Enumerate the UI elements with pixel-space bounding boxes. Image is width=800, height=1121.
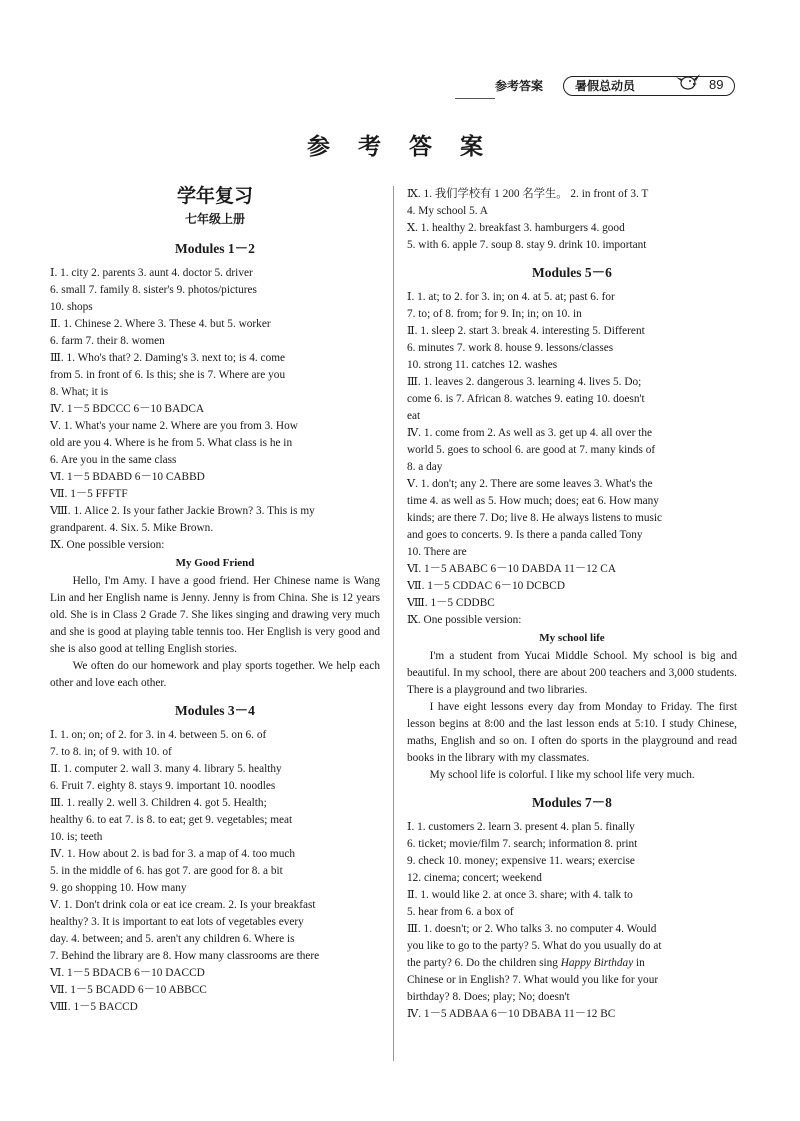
- answer-line: 10. There are: [407, 546, 467, 558]
- answer-line: Ⅵ. 1－5 ABABC 6－10 DABDA 11－12 CA: [407, 563, 616, 575]
- answer-line: Ⅸ. One possible version:: [50, 539, 165, 551]
- page-header: [455, 76, 740, 98]
- column-divider: [393, 186, 394, 1061]
- essay-paragraph: We often do our homework and play sports together. We help each other and love each other.: [50, 660, 380, 689]
- answer-line: kinds; are there 7. Do; live 8. He always listens to music: [407, 512, 663, 524]
- answer-line: Ⅶ. 1－5 BCADD 6－10 ABBCC: [50, 984, 207, 996]
- answer-line: you like to go to the party? 5. What do you usually do at: [407, 940, 662, 952]
- answer-line: and goes to concerts. 9. Is there a panda called Tony: [407, 529, 643, 541]
- answer-line: 8. What; it is: [50, 386, 109, 398]
- answer-line: 7. Behind the library are 8. How many classrooms are there: [50, 950, 320, 962]
- answer-line: Ⅶ. 1－5 CDDAC 6－10 DCBCD: [407, 580, 566, 592]
- answer-line: Ⅲ. 1. leaves 2. dangerous 3. learning 4. lives 5. Do;: [407, 376, 642, 388]
- answer-text: the party? 6. Do the children sing: [407, 957, 561, 969]
- answer-line: Ⅱ. 1. would like 2. at once 3. share; with 4. talk to: [407, 889, 633, 901]
- header-rule: [455, 98, 495, 99]
- answer-line: eat: [407, 410, 421, 422]
- answer-line: Ⅴ. 1. Don't drink cola or eat ice cream. 2. Is your breakfast: [50, 899, 316, 911]
- answer-line: Ⅵ. 1－5 BDACB 6－10 DACCD: [50, 967, 205, 979]
- answer-line: Ⅸ. One possible version:: [407, 614, 522, 626]
- answer-line: 6. farm 7. their 8. women: [50, 335, 165, 347]
- answer-line: 9. go shopping 10. How many: [50, 882, 187, 894]
- essay-paragraph: Hello, I'm Amy. I have a good friend. Her Chinese name is Wang Lin and her English name is Jenny. Jenny is from China. She is 12 years old. She is in Class 2 Grade 7. She likes singing and drawing very much and she is good at playing table tennis too. Her English is very good and she is also good at telling English stories.: [50, 575, 380, 655]
- essay-paragraph: My school life is colorful. I like my school life very much.: [429, 769, 695, 781]
- answer-line: Ⅵ. 1－5 BDABD 6－10 CABBD: [50, 471, 205, 483]
- modules-1-2-answers: [50, 265, 380, 554]
- answer-line: 12. cinema; concert; weekend: [407, 872, 542, 884]
- answer-line: Ⅷ. 1－5 CDDBC: [407, 597, 495, 609]
- answer-line: come 6. is 7. African 8. watches 9. eating 10. doesn't: [407, 393, 645, 405]
- answer-line: Ⅴ. 1. What's your name 2. Where are you from 3. How: [50, 420, 298, 432]
- answer-line: Ⅱ. 1. sleep 2. start 3. break 4. interesting 5. Different: [407, 325, 645, 337]
- answer-line: Ⅲ. 1. doesn't; or 2. Who talks 3. no computer 4. Would: [407, 923, 657, 935]
- answer-line: grandparent. 4. Six. 5. Mike Brown.: [50, 522, 214, 534]
- answer-line: healthy? 3. It is important to eat lots of vegetables every: [50, 916, 304, 928]
- essay-paragraph: I have eight lessons every day from Monday to Friday. The first lesson begins at 8:00 and the last lesson ends at 5:10. I study Chinese, maths, English and so on. I often do sports in the playground and read books in the library with my classmates.: [407, 701, 737, 764]
- answer-line: Ⅷ. 1－5 BACCD: [50, 1001, 138, 1013]
- answer-line: Ⅰ. 1. on; on; of 2. for 3. in 4. between 5. on 6. of: [50, 729, 267, 741]
- answer-line: Ⅲ. 1. Who's that? 2. Daming's 3. next to; is 4. come: [50, 352, 286, 364]
- answer-line: healthy 6. to eat 7. is 8. to eat; get 9. vegetables; meat: [50, 814, 293, 826]
- answer-text: in: [633, 957, 645, 969]
- answer-line: 6. Fruit 7. eighty 8. stays 9. important 10. noodles: [50, 780, 276, 792]
- continued-answers: [407, 186, 737, 254]
- answer-line: Ⅱ. 1. computer 2. wall 3. many 4. library 5. healthy: [50, 763, 282, 775]
- module-heading-5-6: Modules 5－6: [532, 265, 612, 280]
- answer-line: 5. with 6. apple 7. soup 8. stay 9. drink 10. important: [407, 239, 647, 251]
- module-heading-1-2: Modules 1－2: [175, 241, 255, 256]
- header-book-title: 暑假总动员: [575, 79, 636, 93]
- answer-line: Ⅰ. 1. customers 2. learn 3. present 4. plan 5. finally: [407, 821, 635, 833]
- answer-line-mixed: [407, 955, 737, 972]
- song-title: Happy Birthday: [560, 957, 634, 969]
- answer-line: 8. a day: [407, 461, 443, 473]
- answer-line: world 5. goes to school 6. are good at 7. many kinds of: [407, 444, 656, 456]
- answer-line: 5. hear from 6. a box of: [407, 906, 514, 918]
- answer-line: day. 4. between; and 5. aren't any children 6. Where is: [50, 933, 295, 945]
- answer-line: 4. My school 5. A: [407, 205, 488, 217]
- module-heading-3-4: Modules 3－4: [175, 703, 255, 718]
- answer-line: 9. check 10. money; expensive 11. wears; exercise: [407, 855, 635, 867]
- module-heading-7-8: Modules 7－8: [532, 795, 612, 810]
- answer-line: time 4. as well as 5. How much; does; eat 6. How many: [407, 495, 659, 507]
- answer-line: from 5. in front of 6. Is this; she is 7. Where are you: [50, 369, 286, 381]
- answer-line: Ⅶ. 1－5 FFFTF: [50, 488, 128, 500]
- page-number: 89: [709, 77, 724, 92]
- answer-line: 10. strong 11. catches 12. washes: [407, 359, 558, 371]
- section-title: 学年复习: [176, 185, 253, 207]
- answer-line: Ⅴ. 1. don't; any 2. There are some leaves 3. What's the: [407, 478, 653, 490]
- answer-line: 10. is; teeth: [50, 831, 103, 843]
- answer-line: 10. shops: [50, 301, 93, 313]
- answer-line: Ⅷ. 1. Alice 2. Is your father Jackie Brown? 3. This is my: [50, 505, 315, 517]
- answer-line: 7. to 8. in; of 9. with 10. of: [50, 746, 172, 758]
- answer-line: 6. Are you in the same class: [50, 454, 177, 466]
- answer-line: Ⅰ. 1. city 2. parents 3. aunt 4. doctor 5. driver: [50, 267, 253, 279]
- answer-line: Ⅳ. 1. How about 2. is bad for 3. a map of 4. too much: [50, 848, 296, 860]
- header-label: 参考答案: [495, 79, 544, 93]
- answer-line: Ⅹ. 1. healthy 2. breakfast 3. hamburgers 4. good: [407, 222, 625, 234]
- essay-title: My Good Friend: [175, 557, 255, 569]
- bird-mascot-icon: [675, 68, 701, 94]
- modules-3-4-answers: [50, 727, 380, 1016]
- answer-line: Ⅸ. 1. 我们学校有 1 200 名学生。 2. in front of 3. T: [407, 188, 649, 200]
- answer-line: 7. to; of 8. from; for 9. In; in; on 10. in: [407, 308, 582, 320]
- answer-line: Ⅳ. 1－5 ADBAA 6－10 DBABA 11－12 BC: [407, 1008, 616, 1020]
- answer-line: birthday? 8. Does; play; No; doesn't: [407, 991, 570, 1003]
- right-column: [407, 186, 737, 1023]
- essay-title: My school life: [539, 632, 605, 644]
- answer-line: 5. in the middle of 6. has got 7. are good for 8. a bit: [50, 865, 283, 877]
- answer-line: 6. ticket; movie/film 7. search; information 8. print: [407, 838, 638, 850]
- left-column: [50, 186, 380, 1016]
- modules-5-6-answers: [407, 289, 737, 629]
- answer-line: old are you 4. Where is he from 5. What class is he in: [50, 437, 293, 449]
- answer-line: Ⅲ. 1. really 2. well 3. Children 4. got 5. Health;: [50, 797, 267, 809]
- answer-line: Ⅰ. 1. at; to 2. for 3. in; on 4. at 5. at; past 6. for: [407, 291, 615, 303]
- answer-line: 6. minutes 7. work 8. house 9. lessons/classes: [407, 342, 614, 354]
- essay-paragraph: I'm a student from Yucai Middle School. My school is big and beautiful. In my school, there are about 200 teachers and 3,000 students. There is a playground and two libraries.: [407, 650, 737, 696]
- section-subtitle: 七年级上册: [184, 212, 245, 226]
- modules-7-8-answers: [407, 819, 737, 1023]
- page-title: 参 考 答 案: [306, 134, 494, 160]
- answer-line: Chinese or in English? 7. What would you like for your: [407, 974, 659, 986]
- answer-line: 6. small 7. family 8. sister's 9. photos/pictures: [50, 284, 257, 296]
- answer-line: Ⅳ. 1－5 BDCCC 6－10 BADCA: [50, 403, 205, 415]
- answer-line: Ⅳ. 1. come from 2. As well as 3. get up 4. all over the: [407, 427, 653, 439]
- answer-line: Ⅱ. 1. Chinese 2. Where 3. These 4. but 5. worker: [50, 318, 271, 330]
